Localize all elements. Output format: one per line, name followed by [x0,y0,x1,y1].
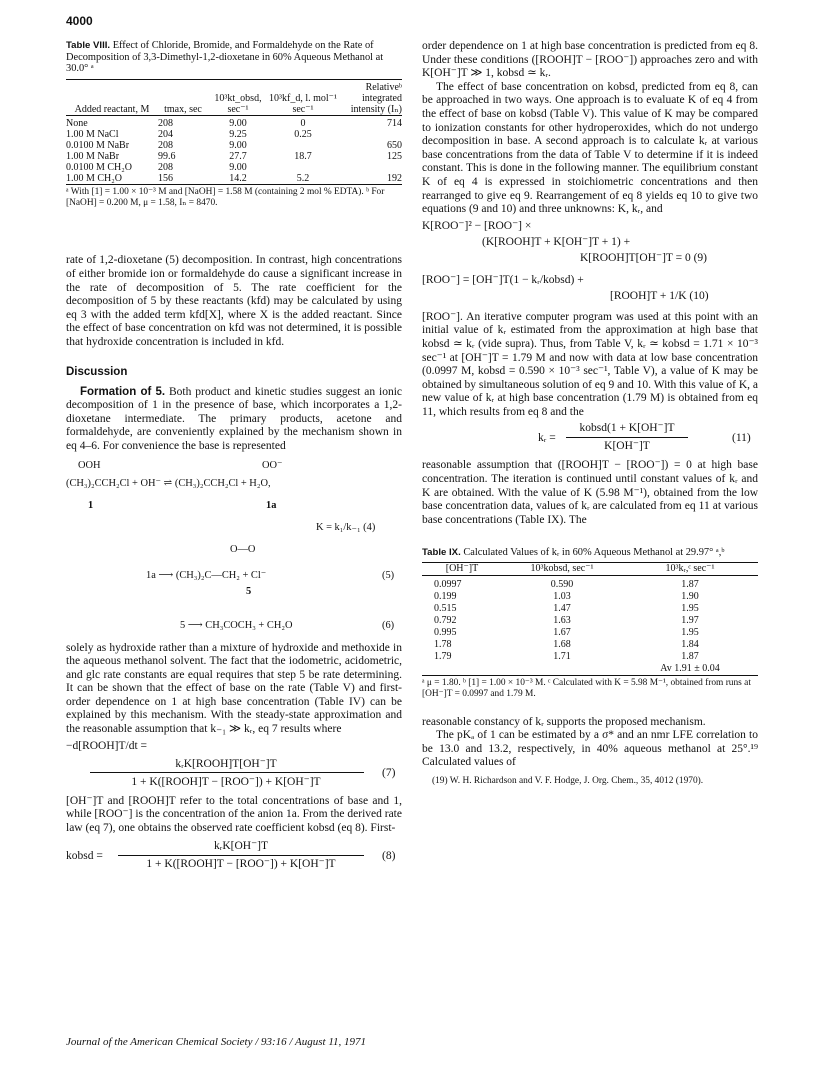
table9-caption-label: Table IX. [422,547,461,559]
table-cell: 192 [387,172,402,184]
table9-header: [OH⁻]T [445,563,479,575]
equation-9 [422,217,758,267]
equation-11 [422,419,758,459]
scheme-eq5-number: (5) [382,569,395,581]
table8-header: Relativeᵇ integrated intensity (Iₙ) [350,81,402,115]
left-paragraph-4: [OH⁻]T and [ROOH]T refer to the total concentrations of base and 1, while [ROO⁻] is the concentration of the anion 1a. From the derived rate law (eq 7), one obtains the observed rate coefficient kobsd (eq 8). First- [66,794,402,834]
table8-header: 10³kf_d, l. mol⁻¹ sec⁻¹ [269,92,337,115]
compound-1a-label: 1a [266,499,277,511]
table-cell: 0 [300,117,306,129]
table9-header: 10³kᵣ,ᶜ sec⁻¹ [665,563,715,575]
table9-caption [422,547,758,559]
table-row [66,129,402,140]
scheme-eq4: (CH₃)₂CCH₂Cl + OH⁻ ⇌ (CH₃)₂CCH₂Cl + H₂O, [66,477,271,489]
table-row [422,603,758,615]
table-cell: 1.68 [553,639,571,651]
table9-footnote: ᵃ μ = 1.80. ᵇ [1] = 1.00 × 10⁻³ M. ᶜ Calculated with K = 5.98 M⁻¹, obtained from runs at [OH⁻]T = 0.0997 and 1.79 M. [422,678,751,699]
discussion-heading: Discussion [66,365,128,378]
page-number: 4000 [66,14,93,28]
table-cell: 1.95 [681,603,699,615]
table-cell: 1.84 [681,639,699,651]
reference-19: (19) W. H. Richardson and V. F. Hodge, J. Org. Chem., 35, 4012 (1970). [432,776,704,786]
eq8-numerator: kᵣK[OH⁻]T [213,840,269,853]
right-paragraph-4: reasonable assumption that ([ROOH]T − [ROO⁻]) = 0 at high base concentration. The iteration is continued until constant values of kᵣ and K are obtained. With the value of K (5.98 M⁻¹), obtained from the low base concentration data, values of kᵣ are calculated from eq 11 at various base concentrations (Table IX). The [422,459,758,526]
left-paragraph-3: solely as hydroxide rather than a mixture of hydroxide and methoxide in the aqueous methanol solvent. The fact that the iodometric, acidometric, and glc rate constants are equal requires that step 5 be rate determining. It can be shown that the effect of base on the rate (Table V) and first-order dependence on 1 at high base concentration (Table IV) can be explained by this mechanism. With the steady-state approximation and the reasonable assumption that k₋₁ ≫ kᵣ, eq 7 results where [66,641,402,736]
table9-header-row [422,563,758,576]
table-cell: 650 [387,139,402,151]
table-cell: 14.2 [229,172,247,184]
table-cell: 1.71 [553,651,571,663]
table-cell [338,129,402,140]
table-cell: 204 [158,128,173,140]
table-cell: 1.00 M NaBr [66,150,120,162]
table-cell: None [66,117,88,129]
table9-average-row [422,663,758,676]
equation-8 [66,837,402,877]
table-cell: 1.95 [681,627,699,639]
table-cell: 1.87 [681,651,699,663]
eq11-lhs: kᵣ = [538,432,556,445]
table9-header: 10³kobsd, sec⁻¹ [530,563,594,575]
journal-footer: Journal of the American Chemical Society / 93:16 / August 11, 1971 [66,1036,367,1048]
table-cell: 1.47 [553,603,571,615]
table-row [66,162,402,173]
table-cell: 208 [158,161,173,173]
left-column [66,40,402,877]
eq9-line-3: K[ROOH]T[OH⁻]T = 0 (9) [580,251,707,264]
table-cell: 208 [158,139,173,151]
left-paragraph-1: rate of 1,2-dioxetane (5) decomposition. In contrast, high concentrations of either bromide ion or formaldehyde do cause a significant increase in the rate of decomposition of 5. The rate coefficient for the decomposition of 5 by these reactants (kfd) may be calculated by using eq 3 with the added term kfd[X], where X is the added reactant. Since the effect of base concentration on kfd was not determined, it is possible that hydroxide concentration is included in kfd. [66,254,402,348]
table-row [422,591,758,603]
dioxetane-ring: O—O [230,543,256,555]
mechanism-scheme [66,454,402,642]
eq7-lhs: −d[ROOH]T/dt = [66,739,148,752]
table-row [422,651,758,663]
eq8-lhs: kobsd = [66,850,103,863]
table9 [422,563,758,678]
table-row [66,140,402,151]
table-cell: 1.00 M CH₂O [66,172,122,184]
table8-header: tmax, sec [164,103,202,115]
table-cell: 1.87 [681,579,699,591]
eq11-denominator: K[OH⁻]T [604,440,650,453]
table8-footnote: ᵃ With [1] = 1.00 × 10⁻³ M and [NaOH] = 1.58 M (containing 2 mol % EDTA). ᵇ For [NaOH] = 0.200 M, μ = 1.58, Iₙ = 8470. [66,186,385,208]
table-cell [338,162,402,173]
right-paragraph-6: The pKₐ of 1 can be estimated by a σ* and an nmr LFE correlation to be 13.0 and 13.2, respectively, in 40% aqueous methanol at 25°.¹⁹ Calculated values of [422,729,758,769]
table-row [422,579,758,591]
table-row [66,118,402,129]
right-paragraph-1: order dependence on 1 at high base concentration is predicted from eq 8. Under these conditions ([ROOH]T − [ROO⁻]) approaches zero and with K[OH⁻]T ≫ 1, kobsd ≃ kᵣ. [422,40,758,80]
table-cell: 0.25 [294,128,312,140]
table-cell: 1.03 [553,591,571,603]
table-cell: 0.0997 [434,579,462,591]
table-cell [268,140,338,151]
right-paragraph-2: The effect of base concentration on kobsd, predicted from eq 8, can be approached in two ways. One approach is to evaluate K of eq 4 from the effect of base on kobsd (Table V). This value of K may be compared to ionization constants for other hydroperoxides, which do not undergo decomposition in base. A second approach is to calculate kᵣ at various base concentrations from the data of Table V to determine if it is indeed constant. This is done in the following manner. The equilibrium constant K of eq 4 is expressed in stoichiometric concentrations and then rearranged to give eq 9. Rearrangement of eq 8 yields eq 10 to give two equations (9 and 10) and three unknowns: K, kᵣ, and [422,80,758,216]
table-row [422,639,758,651]
table-cell: 1.67 [553,627,571,639]
table9-caption-text: Calculated Values of kᵣ in 60% Aqueous Methanol at 29.97° ᵃ,ᵇ [463,547,725,559]
table-cell: 27.7 [229,150,247,162]
table-cell: 1.78 [434,639,452,651]
table8-header-row [66,82,402,116]
table-cell: 156 [158,172,173,184]
table-cell: 0.199 [434,591,457,603]
table-row [422,615,758,627]
table-cell: 1.97 [681,615,699,627]
table-cell: 714 [387,117,402,129]
table-cell: 5.2 [296,172,310,184]
right-paragraph-3: [ROO⁻]. An iterative computer program was used at this point with an initial value of kᵣ estimated from the approximation at high base that kobsd ≃ kᵣ (vide supra). Thus, from Table V, kᵣ ≃ kobsd = 1.71 × 10⁻³ sec⁻¹ at [OH⁻]T = 1.79 M and now with data at low base concentration (0.0997 M, kobsd = 0.590 × 10⁻³ sec⁻¹, Table V), a value of K may be obtained by simultaneous solution of eq 9 and 10. With this value of K, a new value of kᵣ at high base concentration (1.79 M) is obtained from eq 11, which results from eq 8 and the [422,310,758,418]
table-cell [268,162,338,173]
table8-caption-text: Effect of Chloride, Bromide, and Formaldehyde on the Rate of Decomposition of 3,3-Dimethyl-1,2-dioxetane in 60% Aqueous Methanol at 30.0° ᵃ [66,40,384,75]
eq9-line-2: (K[ROOH]T + K[OH⁻]T + 1) + [482,235,631,248]
table-cell: 18.7 [294,150,312,162]
table-row [66,173,402,185]
table-cell: 0.515 [434,603,457,615]
table-cell: 0.590 [550,579,574,591]
eq11-number: (11) [732,432,751,445]
table8-caption [66,40,402,75]
table-cell: 1.63 [553,615,571,627]
eq7-numerator: kᵣK[ROOH]T[OH⁻]T [175,757,277,770]
table8-header: 10³kt_obsd, sec⁻¹ [214,92,262,115]
eq7-denominator: 1 + K([ROOH]T − [ROO⁻]) + K[OH⁻]T [131,775,321,788]
table-cell: 9.00 [229,139,247,151]
table-cell: 0.995 [434,627,457,639]
eq10-line-1: [ROO⁻] = [OH⁻]T(1 − kᵣ/kobsd) + [422,273,584,286]
table-row [66,151,402,162]
table-cell: 208 [158,117,173,129]
scheme-eq4-k: K = k₁/k₋₁ (4) [316,521,376,533]
right-column [422,40,758,796]
scheme-eq6-number: (6) [382,619,395,631]
oo-minus-label: OO⁻ [262,459,283,471]
eq7-number: (7) [382,766,396,779]
table-cell: 9.00 [229,117,247,129]
table-cell: 0.792 [434,615,457,627]
table-cell: 125 [387,150,402,162]
table-cell: 9.00 [229,161,247,173]
table-cell: 99.6 [158,150,176,162]
compound-1-label: 1 [88,499,94,511]
eq10-line-2: [ROOH]T + 1/K (10) [610,289,709,302]
table8 [66,82,402,187]
equation-10 [422,273,758,307]
compound-5-label: 5 [246,585,252,597]
formation-heading: Formation of 5. [80,385,166,398]
table-cell: 0.0100 M CH₂O [66,161,132,173]
table-cell: 1.00 M NaCl [66,128,119,140]
table-cell: 0.0100 M NaBr [66,139,130,151]
table-cell: 1.79 [434,651,452,663]
table8-header: Added reactant, M [74,103,150,115]
equation-7 [66,739,402,793]
table8-caption-label: Table VIII. [66,40,111,51]
scheme-eq5: 1a ⟶ (CH₃)₂C—CH₂ + Cl⁻ [146,569,267,581]
left-paragraph-2-text: Both product and kinetic studies suggest an ionic decomposition of 1 in the presence of base, which incorporates a 1,2-dioxetane intermediate. The primary products, acetone and formaldehyde, are conveniently explained by the mechanism shown in eq 4–6. For convenience the base is represented [66,385,403,452]
table-cell: 9.25 [229,128,247,140]
ooh-label: OOH [78,459,101,471]
eq9-line-1: K[ROO⁻]² − [ROO⁻] × [422,219,532,232]
table-cell: 1.90 [681,591,699,603]
right-paragraph-5: reasonable constancy of kᵣ supports the proposed mechanism. [422,715,706,728]
scheme-eq6: 5 ⟶ CH₃COCH₃ + CH₂O [180,619,293,631]
table-row [422,627,758,639]
eq8-denominator: 1 + K([ROOH]T − [ROO⁻]) + K[OH⁻]T [146,858,336,871]
table9-average: Av 1.91 ± 0.04 [660,663,720,675]
eq8-number: (8) [382,850,396,863]
eq11-numerator: kobsd(1 + K[OH⁻]T [579,422,675,435]
left-paragraph-2 [66,386,402,454]
